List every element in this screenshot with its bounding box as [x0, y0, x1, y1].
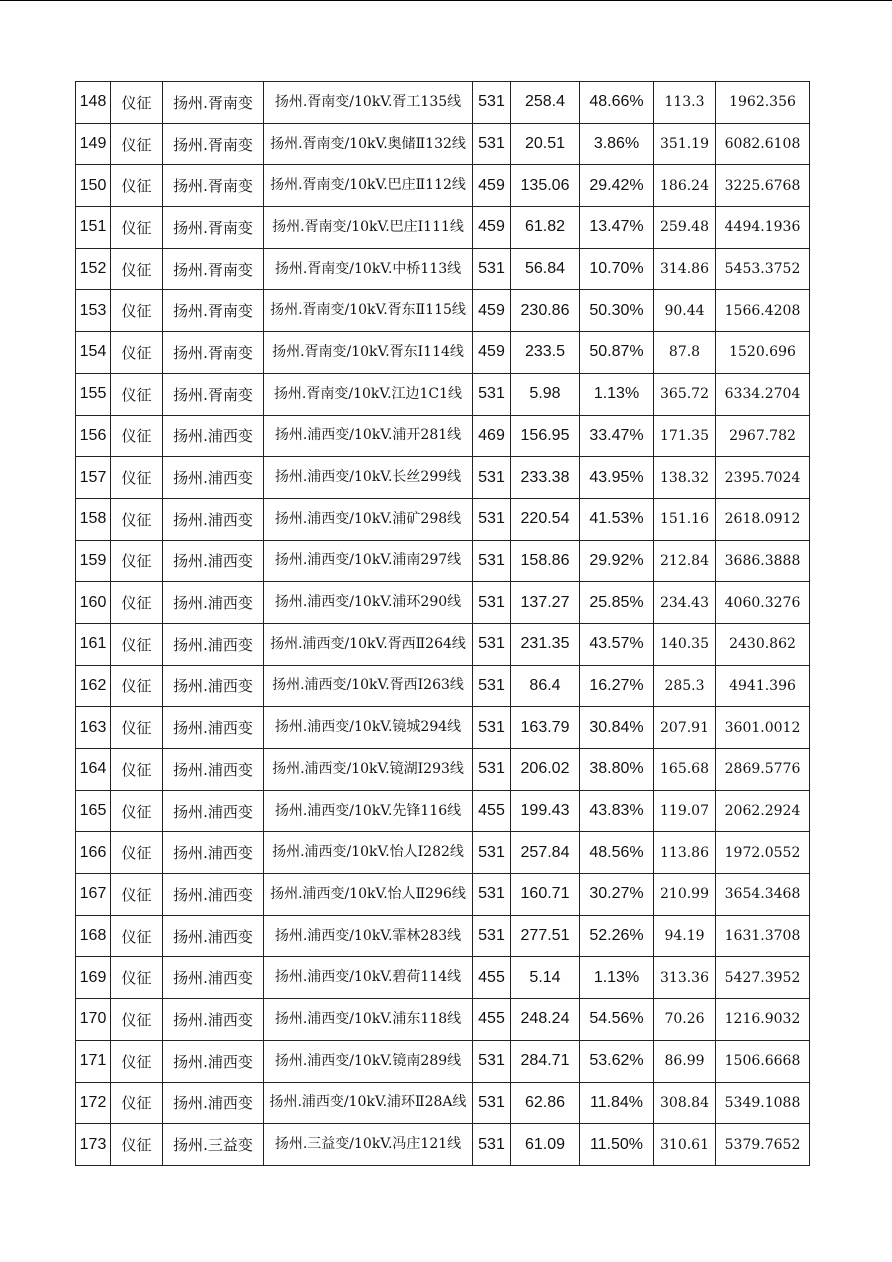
substation-cell: 扬州.胥南变	[163, 290, 264, 332]
load-rate-cell: 43.57%	[580, 623, 654, 665]
row-index-cell: 158	[76, 498, 111, 540]
spare-kva-cell: 5427.3952	[716, 957, 810, 999]
county-cell: 仪征	[111, 874, 163, 916]
table-row	[76, 415, 810, 457]
spare-capacity-cell: 119.07	[654, 790, 716, 832]
capacity-cell: 531	[473, 1124, 511, 1166]
spare-kva-cell: 5349.1088	[716, 1082, 810, 1124]
feeder-line-cell: 扬州.浦西变/10kV.浦矿298线	[264, 498, 473, 540]
row-index-cell: 164	[76, 749, 111, 791]
county-cell: 仪征	[111, 165, 163, 207]
table-row	[76, 957, 810, 999]
county-cell: 仪征	[111, 790, 163, 832]
table-row	[76, 540, 810, 582]
spare-capacity-cell: 212.84	[654, 540, 716, 582]
load-cell: 160.71	[511, 874, 580, 916]
substation-cell: 扬州.浦西变	[163, 999, 264, 1041]
table-row	[76, 707, 810, 749]
row-index-cell: 153	[76, 290, 111, 332]
load-rate-cell: 38.80%	[580, 749, 654, 791]
capacity-cell: 459	[473, 332, 511, 374]
load-rate-cell: 53.62%	[580, 1040, 654, 1082]
feeder-capacity-table	[75, 81, 810, 1166]
capacity-cell: 455	[473, 790, 511, 832]
substation-cell: 扬州.浦西变	[163, 415, 264, 457]
feeder-line-cell: 扬州.浦西变/10kV.胥西Ⅱ264线	[264, 623, 473, 665]
row-index-cell: 163	[76, 707, 111, 749]
spare-capacity-cell: 138.32	[654, 457, 716, 499]
county-cell: 仪征	[111, 1082, 163, 1124]
spare-kva-cell: 2869.5776	[716, 749, 810, 791]
spare-capacity-cell: 70.26	[654, 999, 716, 1041]
load-rate-cell: 13.47%	[580, 207, 654, 249]
load-rate-cell: 50.87%	[580, 332, 654, 374]
substation-cell: 扬州.浦西变	[163, 790, 264, 832]
spare-kva-cell: 5453.3752	[716, 248, 810, 290]
row-index-cell: 161	[76, 623, 111, 665]
load-cell: 231.35	[511, 623, 580, 665]
load-cell: 233.38	[511, 457, 580, 499]
county-cell: 仪征	[111, 332, 163, 374]
substation-cell: 扬州.浦西变	[163, 540, 264, 582]
county-cell: 仪征	[111, 248, 163, 290]
table-row	[76, 1082, 810, 1124]
substation-cell: 扬州.胥南变	[163, 123, 264, 165]
capacity-cell: 531	[473, 915, 511, 957]
table-row	[76, 498, 810, 540]
substation-cell: 扬州.浦西变	[163, 665, 264, 707]
substation-cell: 扬州.浦西变	[163, 623, 264, 665]
spare-capacity-cell: 259.48	[654, 207, 716, 249]
load-cell: 258.4	[511, 82, 580, 124]
load-cell: 62.86	[511, 1082, 580, 1124]
county-cell: 仪征	[111, 582, 163, 624]
load-rate-cell: 11.84%	[580, 1082, 654, 1124]
load-cell: 199.43	[511, 790, 580, 832]
load-cell: 86.4	[511, 665, 580, 707]
spare-kva-cell: 1216.9032	[716, 999, 810, 1041]
spare-capacity-cell: 140.35	[654, 623, 716, 665]
load-cell: 158.86	[511, 540, 580, 582]
substation-cell: 扬州.浦西变	[163, 957, 264, 999]
feeder-line-cell: 扬州.胥南变/10kV.奥储Ⅱ132线	[264, 123, 473, 165]
spare-kva-cell: 1962.356	[716, 82, 810, 124]
load-cell: 5.14	[511, 957, 580, 999]
spare-kva-cell: 1520.696	[716, 332, 810, 374]
capacity-cell: 455	[473, 957, 511, 999]
feeder-line-cell: 扬州.胥南变/10kV.胥工135线	[264, 82, 473, 124]
capacity-cell: 531	[473, 82, 511, 124]
load-rate-cell: 25.85%	[580, 582, 654, 624]
row-index-cell: 172	[76, 1082, 111, 1124]
feeder-line-cell: 扬州.浦西变/10kV.浦东118线	[264, 999, 473, 1041]
spare-kva-cell: 4941.396	[716, 665, 810, 707]
spare-capacity-cell: 113.3	[654, 82, 716, 124]
load-rate-cell: 30.84%	[580, 707, 654, 749]
county-cell: 仪征	[111, 915, 163, 957]
row-index-cell: 166	[76, 832, 111, 874]
capacity-cell: 531	[473, 373, 511, 415]
spare-kva-cell: 3601.0012	[716, 707, 810, 749]
county-cell: 仪征	[111, 540, 163, 582]
capacity-cell: 531	[473, 874, 511, 916]
load-rate-cell: 10.70%	[580, 248, 654, 290]
substation-cell: 扬州.胥南变	[163, 332, 264, 374]
table-row	[76, 123, 810, 165]
spare-kva-cell: 2967.782	[716, 415, 810, 457]
county-cell: 仪征	[111, 999, 163, 1041]
feeder-line-cell: 扬州.胥南变/10kV.江边1C1线	[264, 373, 473, 415]
load-rate-cell: 16.27%	[580, 665, 654, 707]
feeder-line-cell: 扬州.浦西变/10kV.镜南289线	[264, 1040, 473, 1082]
feeder-line-cell: 扬州.浦西变/10kV.浦环Ⅱ28A线	[264, 1082, 473, 1124]
spare-kva-cell: 3225.6768	[716, 165, 810, 207]
spare-capacity-cell: 87.8	[654, 332, 716, 374]
spare-capacity-cell: 210.99	[654, 874, 716, 916]
spare-capacity-cell: 234.43	[654, 582, 716, 624]
row-index-cell: 149	[76, 123, 111, 165]
load-cell: 233.5	[511, 332, 580, 374]
capacity-cell: 469	[473, 415, 511, 457]
feeder-line-cell: 扬州.浦西变/10kV.浦开281线	[264, 415, 473, 457]
table-row	[76, 207, 810, 249]
county-cell: 仪征	[111, 665, 163, 707]
page-top-border	[0, 0, 892, 1]
substation-cell: 扬州.浦西变	[163, 457, 264, 499]
spare-capacity-cell: 151.16	[654, 498, 716, 540]
spare-kva-cell: 2618.0912	[716, 498, 810, 540]
spare-capacity-cell: 308.84	[654, 1082, 716, 1124]
capacity-cell: 531	[473, 1040, 511, 1082]
spare-capacity-cell: 171.35	[654, 415, 716, 457]
table-row	[76, 874, 810, 916]
load-rate-cell: 43.83%	[580, 790, 654, 832]
table-row	[76, 1040, 810, 1082]
load-rate-cell: 33.47%	[580, 415, 654, 457]
row-index-cell: 155	[76, 373, 111, 415]
load-cell: 248.24	[511, 999, 580, 1041]
load-rate-cell: 29.92%	[580, 540, 654, 582]
county-cell: 仪征	[111, 957, 163, 999]
capacity-cell: 531	[473, 665, 511, 707]
spare-capacity-cell: 365.72	[654, 373, 716, 415]
substation-cell: 扬州.胥南变	[163, 248, 264, 290]
substation-cell: 扬州.胥南变	[163, 165, 264, 207]
spare-capacity-cell: 90.44	[654, 290, 716, 332]
feeder-line-cell: 扬州.胥南变/10kV.胥东Ⅰ114线	[264, 332, 473, 374]
feeder-line-cell: 扬州.浦西变/10kV.胥西Ⅰ263线	[264, 665, 473, 707]
row-index-cell: 151	[76, 207, 111, 249]
spare-kva-cell: 3686.3888	[716, 540, 810, 582]
spare-capacity-cell: 310.61	[654, 1124, 716, 1166]
county-cell: 仪征	[111, 707, 163, 749]
county-cell: 仪征	[111, 457, 163, 499]
substation-cell: 扬州.胥南变	[163, 207, 264, 249]
substation-cell: 扬州.三益变	[163, 1124, 264, 1166]
table-row	[76, 82, 810, 124]
spare-capacity-cell: 113.86	[654, 832, 716, 874]
capacity-cell: 531	[473, 248, 511, 290]
row-index-cell: 170	[76, 999, 111, 1041]
capacity-cell: 455	[473, 999, 511, 1041]
capacity-cell: 531	[473, 582, 511, 624]
load-cell: 257.84	[511, 832, 580, 874]
row-index-cell: 171	[76, 1040, 111, 1082]
load-rate-cell: 3.86%	[580, 123, 654, 165]
row-index-cell: 150	[76, 165, 111, 207]
substation-cell: 扬州.浦西变	[163, 749, 264, 791]
load-rate-cell: 50.30%	[580, 290, 654, 332]
feeder-line-cell: 扬州.浦西变/10kV.镜城294线	[264, 707, 473, 749]
county-cell: 仪征	[111, 207, 163, 249]
substation-cell: 扬州.浦西变	[163, 582, 264, 624]
table-row	[76, 790, 810, 832]
spare-kva-cell: 3654.3468	[716, 874, 810, 916]
load-rate-cell: 1.13%	[580, 373, 654, 415]
load-rate-cell: 41.53%	[580, 498, 654, 540]
feeder-line-cell: 扬州.胥南变/10kV.巴庄Ⅱ112线	[264, 165, 473, 207]
table-body	[76, 82, 810, 1166]
feeder-line-cell: 扬州.浦西变/10kV.镜湖Ⅰ293线	[264, 749, 473, 791]
substation-cell: 扬州.浦西变	[163, 1082, 264, 1124]
county-cell: 仪征	[111, 1040, 163, 1082]
row-index-cell: 159	[76, 540, 111, 582]
capacity-cell: 531	[473, 123, 511, 165]
table-row	[76, 582, 810, 624]
spare-kva-cell: 1506.6668	[716, 1040, 810, 1082]
row-index-cell: 168	[76, 915, 111, 957]
substation-cell: 扬州.胥南变	[163, 373, 264, 415]
capacity-cell: 459	[473, 207, 511, 249]
load-cell: 284.71	[511, 1040, 580, 1082]
county-cell: 仪征	[111, 373, 163, 415]
load-cell: 135.06	[511, 165, 580, 207]
spare-capacity-cell: 314.86	[654, 248, 716, 290]
load-rate-cell: 48.66%	[580, 82, 654, 124]
county-cell: 仪征	[111, 290, 163, 332]
load-cell: 206.02	[511, 749, 580, 791]
substation-cell: 扬州.浦西变	[163, 707, 264, 749]
row-index-cell: 157	[76, 457, 111, 499]
feeder-line-cell: 扬州.浦西变/10kV.浦南297线	[264, 540, 473, 582]
feeder-line-cell: 扬州.胥南变/10kV.巴庄Ⅰ111线	[264, 207, 473, 249]
load-rate-cell: 11.50%	[580, 1124, 654, 1166]
spare-kva-cell: 4060.3276	[716, 582, 810, 624]
row-index-cell: 169	[76, 957, 111, 999]
feeder-line-cell: 扬州.浦西变/10kV.怡人Ⅰ282线	[264, 832, 473, 874]
load-rate-cell: 29.42%	[580, 165, 654, 207]
county-cell: 仪征	[111, 82, 163, 124]
row-index-cell: 162	[76, 665, 111, 707]
capacity-cell: 531	[473, 707, 511, 749]
capacity-cell: 459	[473, 290, 511, 332]
table-row	[76, 1124, 810, 1166]
load-rate-cell: 48.56%	[580, 832, 654, 874]
county-cell: 仪征	[111, 123, 163, 165]
capacity-cell: 531	[473, 457, 511, 499]
spare-capacity-cell: 313.36	[654, 957, 716, 999]
table-row	[76, 290, 810, 332]
load-rate-cell: 43.95%	[580, 457, 654, 499]
load-cell: 220.54	[511, 498, 580, 540]
table-row	[76, 999, 810, 1041]
load-rate-cell: 30.27%	[580, 874, 654, 916]
capacity-cell: 531	[473, 1082, 511, 1124]
table-row	[76, 665, 810, 707]
spare-kva-cell: 2062.2924	[716, 790, 810, 832]
load-cell: 61.09	[511, 1124, 580, 1166]
county-cell: 仪征	[111, 498, 163, 540]
table-row	[76, 332, 810, 374]
spare-kva-cell: 6334.2704	[716, 373, 810, 415]
load-rate-cell: 52.26%	[580, 915, 654, 957]
load-cell: 277.51	[511, 915, 580, 957]
load-cell: 156.95	[511, 415, 580, 457]
substation-cell: 扬州.胥南变	[163, 82, 264, 124]
row-index-cell: 154	[76, 332, 111, 374]
capacity-cell: 531	[473, 498, 511, 540]
capacity-cell: 531	[473, 749, 511, 791]
feeder-line-cell: 扬州.胥南变/10kV.中桥113线	[264, 248, 473, 290]
feeder-line-cell: 扬州.胥南变/10kV.胥东Ⅱ115线	[264, 290, 473, 332]
county-cell: 仪征	[111, 415, 163, 457]
load-rate-cell: 54.56%	[580, 999, 654, 1041]
substation-cell: 扬州.浦西变	[163, 498, 264, 540]
feeder-line-cell: 扬州.浦西变/10kV.长丝299线	[264, 457, 473, 499]
table-row	[76, 832, 810, 874]
table-row	[76, 165, 810, 207]
spare-kva-cell: 4494.1936	[716, 207, 810, 249]
capacity-cell: 531	[473, 540, 511, 582]
feeder-line-cell: 扬州.浦西变/10kV.先锋116线	[264, 790, 473, 832]
spare-kva-cell: 1972.0552	[716, 832, 810, 874]
row-index-cell: 148	[76, 82, 111, 124]
row-index-cell: 167	[76, 874, 111, 916]
load-cell: 61.82	[511, 207, 580, 249]
table-row	[76, 623, 810, 665]
spare-capacity-cell: 94.19	[654, 915, 716, 957]
feeder-line-cell: 扬州.三益变/10kV.冯庄121线	[264, 1124, 473, 1166]
county-cell: 仪征	[111, 1124, 163, 1166]
row-index-cell: 173	[76, 1124, 111, 1166]
row-index-cell: 152	[76, 248, 111, 290]
load-cell: 137.27	[511, 582, 580, 624]
county-cell: 仪征	[111, 749, 163, 791]
spare-kva-cell: 1631.3708	[716, 915, 810, 957]
feeder-line-cell: 扬州.浦西变/10kV.碧荷114线	[264, 957, 473, 999]
load-cell: 56.84	[511, 248, 580, 290]
load-rate-cell: 1.13%	[580, 957, 654, 999]
load-cell: 230.86	[511, 290, 580, 332]
capacity-cell: 459	[473, 165, 511, 207]
spare-kva-cell: 6082.6108	[716, 123, 810, 165]
substation-cell: 扬州.浦西变	[163, 832, 264, 874]
spare-capacity-cell: 351.19	[654, 123, 716, 165]
spare-kva-cell: 2395.7024	[716, 457, 810, 499]
row-index-cell: 156	[76, 415, 111, 457]
load-cell: 20.51	[511, 123, 580, 165]
table-row	[76, 373, 810, 415]
county-cell: 仪征	[111, 623, 163, 665]
load-cell: 5.98	[511, 373, 580, 415]
spare-capacity-cell: 186.24	[654, 165, 716, 207]
load-cell: 163.79	[511, 707, 580, 749]
table-row	[76, 749, 810, 791]
feeder-line-cell: 扬州.浦西变/10kV.霏林283线	[264, 915, 473, 957]
spare-kva-cell: 1566.4208	[716, 290, 810, 332]
spare-kva-cell: 5379.7652	[716, 1124, 810, 1166]
feeder-line-cell: 扬州.浦西变/10kV.怡人Ⅱ296线	[264, 874, 473, 916]
substation-cell: 扬州.浦西变	[163, 1040, 264, 1082]
table-row	[76, 915, 810, 957]
capacity-cell: 531	[473, 623, 511, 665]
substation-cell: 扬州.浦西变	[163, 874, 264, 916]
table-row	[76, 457, 810, 499]
table-row	[76, 248, 810, 290]
spare-capacity-cell: 285.3	[654, 665, 716, 707]
county-cell: 仪征	[111, 832, 163, 874]
spare-capacity-cell: 86.99	[654, 1040, 716, 1082]
feeder-line-cell: 扬州.浦西变/10kV.浦环290线	[264, 582, 473, 624]
substation-cell: 扬州.浦西变	[163, 915, 264, 957]
row-index-cell: 165	[76, 790, 111, 832]
spare-kva-cell: 2430.862	[716, 623, 810, 665]
row-index-cell: 160	[76, 582, 111, 624]
spare-capacity-cell: 207.91	[654, 707, 716, 749]
capacity-cell: 531	[473, 832, 511, 874]
spare-capacity-cell: 165.68	[654, 749, 716, 791]
